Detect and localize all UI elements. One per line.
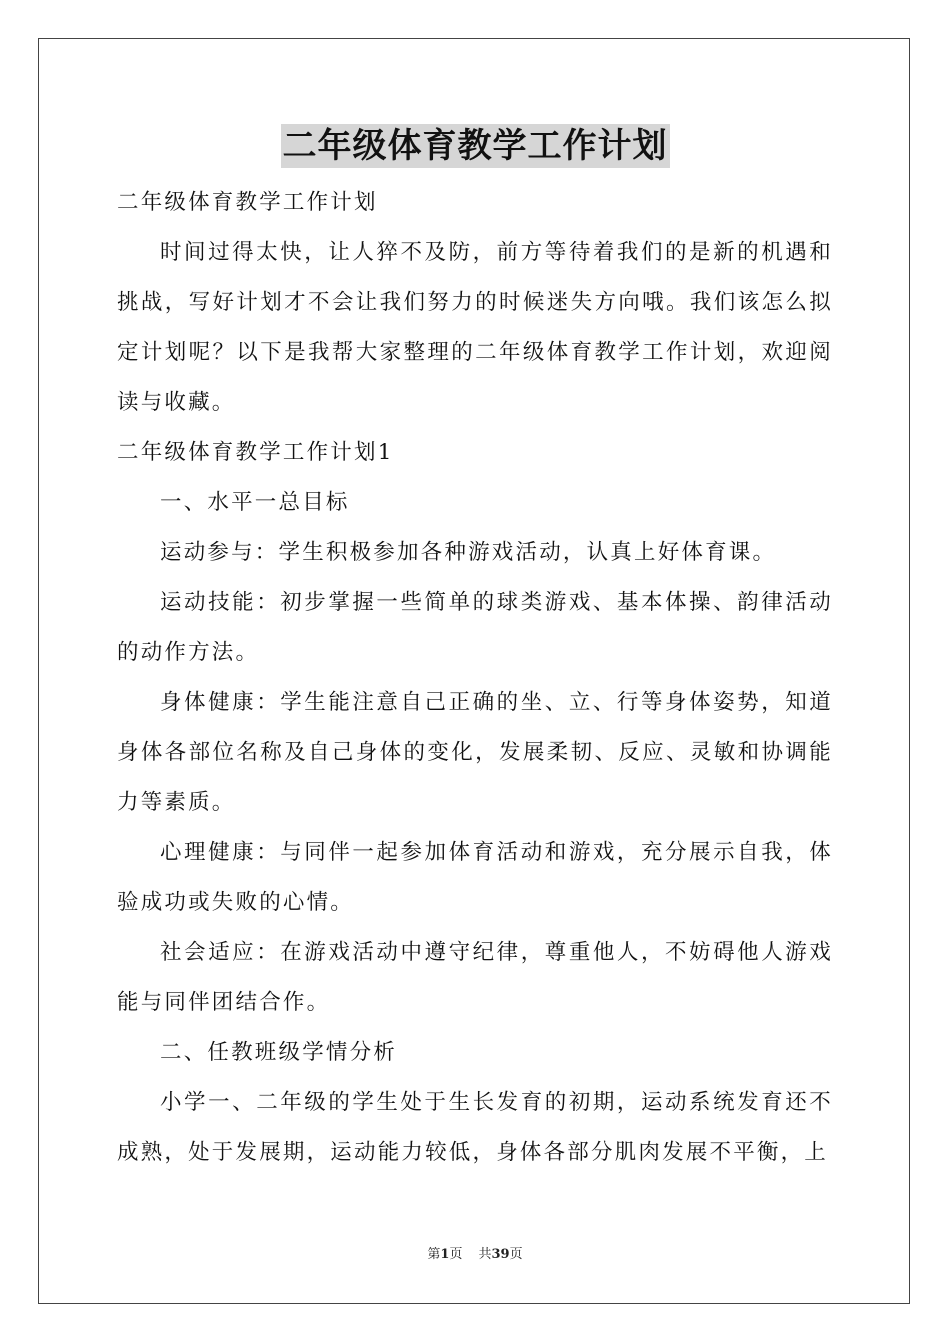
paragraph: 社会适应：在游戏活动中遵守纪律，尊重他人，不妨碍他人游戏能与同伴团结合作。: [117, 940, 833, 1015]
paragraph: 运动参与：学生积极参加各种游戏活动，认真上好体育课。: [160, 540, 777, 565]
document-body: [117, 178, 833, 1178]
paragraph: 小学一、二年级的学生处于生长发育的初期，运动系统发育还不成熟，处于发展期，运动能力较低，身体各部分肌肉发展不平衡，上: [117, 1090, 833, 1165]
total-unit: 页: [509, 1247, 523, 1262]
paragraph: 一、水平一总目标: [160, 490, 350, 515]
page-current: 1: [440, 1247, 450, 1262]
page-total: 39: [491, 1247, 510, 1262]
paragraph: 身体健康：学生能注意自己正确的坐、立、行等身体姿势，知道身体各部位名称及自己身体的变化，发展柔韧、反应、灵敏和协调能力等素质。: [117, 690, 833, 815]
paragraph: 运动技能：初步掌握一些简单的球类游戏、基本体操、韵律活动的动作方法。: [117, 590, 833, 665]
document-title: 二年级体育教学工作计划: [282, 126, 668, 166]
paragraph: 心理健康：与同伴一起参加体育活动和游戏，充分展示自我，体验成功或失败的心情。: [117, 840, 833, 915]
total-prefix: 共: [478, 1247, 492, 1262]
title-container: [0, 124, 950, 168]
page-prefix: 第: [427, 1247, 441, 1262]
paragraph: 二年级体育教学工作计划: [117, 190, 378, 215]
paragraph: 二年级体育教学工作计划1: [117, 440, 394, 465]
paragraph: 二、任教班级学情分析: [160, 1040, 398, 1065]
page-footer: [0, 1246, 950, 1264]
page-unit: 页: [449, 1247, 463, 1262]
paragraph: 时间过得太快，让人猝不及防，前方等待着我们的是新的机遇和挑战，写好计划才不会让我们努力的时候迷失方向哦。我们该怎么拟定计划呢？以下是我帮大家整理的二年级体育教学工作计划，欢迎阅读与收藏。: [117, 240, 833, 415]
